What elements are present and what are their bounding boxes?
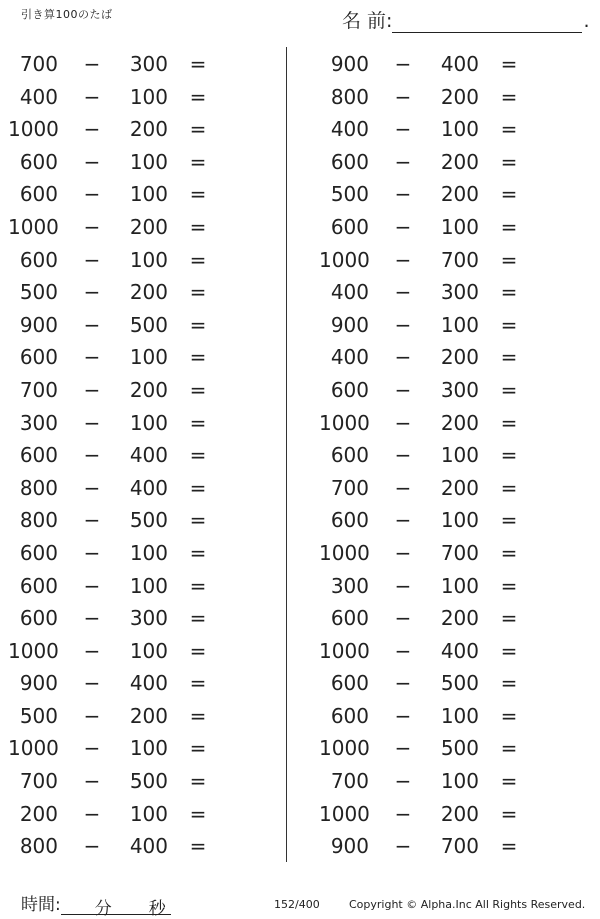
subtrahend: 100 — [129, 84, 168, 109]
subtrahend: 200 — [129, 117, 168, 142]
subtrahend: 500 — [129, 508, 168, 533]
minus-sign: − — [394, 247, 412, 272]
subtrahend: 200 — [440, 84, 479, 109]
minuend: 700 — [330, 475, 369, 500]
problem-row — [0, 472, 260, 505]
time-label: 時間: — [21, 895, 61, 915]
subtrahend: 100 — [129, 801, 168, 826]
minus-sign: − — [394, 573, 412, 598]
equals-sign: = — [189, 410, 207, 435]
minus-sign: − — [394, 736, 412, 761]
minus-sign: − — [394, 182, 412, 207]
minus-sign: − — [394, 149, 412, 174]
minuend: 300 — [330, 573, 369, 598]
minus-sign: − — [394, 312, 412, 337]
equals-sign: = — [500, 573, 518, 598]
subtrahend: 100 — [129, 410, 168, 435]
equals-sign: = — [189, 214, 207, 239]
subtrahend: 100 — [440, 508, 479, 533]
equals-sign: = — [189, 280, 207, 305]
minuend: 1000 — [8, 638, 59, 663]
equals-sign: = — [189, 736, 207, 761]
equals-sign: = — [500, 736, 518, 761]
minus-sign: − — [83, 573, 101, 598]
page-number: 152/400 — [274, 898, 320, 911]
subtrahend: 200 — [440, 149, 479, 174]
time-blank-line[interactable] — [61, 894, 171, 919]
minus-sign: − — [394, 345, 412, 370]
equals-sign: = — [189, 801, 207, 826]
minus-sign: − — [83, 606, 101, 631]
minuend: 400 — [330, 345, 369, 370]
subtrahend: 100 — [129, 573, 168, 598]
subtrahend: 100 — [129, 247, 168, 272]
minus-sign: − — [83, 377, 101, 402]
minus-sign: − — [394, 410, 412, 435]
minuend: 400 — [330, 117, 369, 142]
minuend: 1000 — [8, 736, 59, 761]
minuend: 700 — [19, 377, 58, 402]
equals-sign: = — [500, 703, 518, 728]
minuend: 600 — [19, 606, 58, 631]
problem-row — [0, 602, 260, 635]
column-divider — [286, 47, 287, 862]
minuend: 600 — [330, 149, 369, 174]
equals-sign: = — [500, 475, 518, 500]
subtrahend: 100 — [440, 214, 479, 239]
minuend: 600 — [330, 671, 369, 696]
minuend: 800 — [19, 834, 58, 859]
problem-row — [0, 537, 260, 570]
subtrahend: 500 — [440, 736, 479, 761]
minus-sign: − — [83, 312, 101, 337]
minuend: 900 — [330, 52, 369, 76]
subtrahend: 500 — [129, 769, 168, 794]
equals-sign: = — [189, 52, 207, 76]
minuend: 600 — [19, 345, 58, 370]
problem-row — [311, 732, 571, 765]
problem-row — [311, 765, 571, 798]
minuend: 1000 — [319, 736, 370, 761]
minus-sign: − — [83, 801, 101, 826]
problem-row — [311, 700, 571, 733]
subtrahend: 100 — [440, 769, 479, 794]
problem-row — [0, 700, 260, 733]
problem-row — [0, 309, 260, 342]
minus-sign: − — [394, 834, 412, 859]
equals-sign: = — [500, 540, 518, 565]
minus-sign: − — [83, 540, 101, 565]
problem-row — [0, 407, 260, 440]
subtrahend: 300 — [440, 377, 479, 402]
minus-sign: − — [394, 703, 412, 728]
minus-sign: − — [83, 117, 101, 142]
name-label: 名 前: — [342, 10, 393, 32]
problem-row — [0, 765, 260, 798]
subtrahend: 200 — [440, 410, 479, 435]
problem-row — [0, 81, 260, 114]
equals-sign: = — [500, 801, 518, 826]
problem-row — [0, 504, 260, 537]
minus-sign: − — [394, 769, 412, 794]
subtrahend: 700 — [440, 540, 479, 565]
equals-sign: = — [189, 508, 207, 533]
minuend: 500 — [19, 280, 58, 305]
subtrahend: 500 — [129, 312, 168, 337]
minuend: 1000 — [319, 638, 370, 663]
equals-sign: = — [500, 606, 518, 631]
problem-row — [311, 570, 571, 603]
problem-row — [311, 667, 571, 700]
problem-row — [311, 635, 571, 668]
problem-row — [0, 146, 260, 179]
problem-row — [0, 798, 260, 831]
equals-sign: = — [189, 834, 207, 859]
equals-sign: = — [500, 638, 518, 663]
minuend: 800 — [19, 475, 58, 500]
equals-sign: = — [500, 214, 518, 239]
subtrahend: 200 — [129, 377, 168, 402]
minuend: 1000 — [8, 214, 59, 239]
minuend: 1000 — [319, 540, 370, 565]
minuend: 600 — [19, 540, 58, 565]
minus-sign: − — [83, 52, 101, 76]
equals-sign: = — [500, 280, 518, 305]
subtrahend: 400 — [129, 475, 168, 500]
problem-row — [0, 178, 260, 211]
problem-row — [0, 341, 260, 374]
equals-sign: = — [500, 671, 518, 696]
problem-row — [0, 276, 260, 309]
equals-sign: = — [189, 606, 207, 631]
subtrahend: 400 — [129, 671, 168, 696]
problem-row — [311, 798, 571, 831]
subtrahend: 200 — [129, 214, 168, 239]
equals-sign: = — [500, 52, 518, 76]
subtrahend: 100 — [129, 345, 168, 370]
problem-row — [311, 830, 571, 863]
equals-sign: = — [189, 182, 207, 207]
subtrahend: 300 — [129, 606, 168, 631]
minus-sign: − — [394, 117, 412, 142]
problem-row — [0, 244, 260, 277]
subtrahend: 200 — [440, 475, 479, 500]
minus-sign: − — [83, 410, 101, 435]
subtrahend: 100 — [440, 443, 479, 468]
minuend: 400 — [330, 280, 369, 305]
minuend: 600 — [19, 182, 58, 207]
equals-sign: = — [189, 443, 207, 468]
minuend: 600 — [330, 508, 369, 533]
subtrahend: 100 — [440, 117, 479, 142]
minus-sign: − — [394, 443, 412, 468]
equals-sign: = — [189, 247, 207, 272]
equals-sign: = — [189, 573, 207, 598]
subtrahend: 100 — [440, 703, 479, 728]
minuend: 900 — [19, 312, 58, 337]
problem-row — [311, 309, 571, 342]
minuend: 300 — [19, 410, 58, 435]
name-end-dot: . — [583, 10, 590, 32]
equals-sign: = — [500, 117, 518, 142]
minuend: 600 — [19, 149, 58, 174]
equals-sign: = — [189, 312, 207, 337]
minuend: 1000 — [319, 410, 370, 435]
minus-sign: − — [394, 606, 412, 631]
problem-row — [311, 178, 571, 211]
minuend: 600 — [19, 573, 58, 598]
minus-sign: − — [83, 671, 101, 696]
equals-sign: = — [189, 377, 207, 402]
minuend: 600 — [330, 443, 369, 468]
problem-row — [311, 472, 571, 505]
minus-sign: − — [83, 769, 101, 794]
subtrahend: 100 — [440, 573, 479, 598]
equals-sign: = — [500, 84, 518, 109]
problem-row — [311, 407, 571, 440]
equals-sign: = — [189, 540, 207, 565]
subtrahend: 700 — [440, 247, 479, 272]
minuend: 700 — [330, 769, 369, 794]
subtrahend: 100 — [129, 540, 168, 565]
problem-row — [0, 830, 260, 863]
minus-sign: − — [394, 638, 412, 663]
minutes-label: 分 — [94, 899, 112, 919]
problem-row — [311, 244, 571, 277]
seconds-label: 秒 — [148, 899, 166, 919]
subtrahend: 500 — [440, 671, 479, 696]
problem-row — [311, 146, 571, 179]
equals-sign: = — [500, 508, 518, 533]
subtrahend: 200 — [129, 703, 168, 728]
problem-row — [0, 570, 260, 603]
left-problem-column — [0, 48, 260, 863]
minus-sign: − — [83, 638, 101, 663]
problem-row — [0, 374, 260, 407]
minuend: 1000 — [8, 117, 59, 142]
subtrahend: 300 — [440, 280, 479, 305]
subtrahend: 200 — [440, 345, 479, 370]
subtrahend: 700 — [440, 834, 479, 859]
problem-row — [0, 48, 260, 81]
equals-sign: = — [500, 834, 518, 859]
minuend: 900 — [330, 312, 369, 337]
minuend: 200 — [19, 801, 58, 826]
minuend: 700 — [19, 52, 58, 76]
subtrahend: 100 — [440, 312, 479, 337]
equals-sign: = — [189, 84, 207, 109]
right-problem-column — [311, 48, 571, 863]
equals-sign: = — [500, 410, 518, 435]
equals-sign: = — [500, 443, 518, 468]
minus-sign: − — [394, 280, 412, 305]
minus-sign: − — [394, 508, 412, 533]
equals-sign: = — [189, 638, 207, 663]
minuend: 900 — [330, 834, 369, 859]
worksheet-title: 引き算100のたば — [21, 8, 113, 21]
minus-sign: − — [83, 736, 101, 761]
minuend: 600 — [330, 606, 369, 631]
subtrahend: 300 — [129, 52, 168, 76]
minus-sign: − — [394, 475, 412, 500]
minus-sign: − — [394, 801, 412, 826]
equals-sign: = — [500, 769, 518, 794]
subtrahend: 100 — [129, 638, 168, 663]
problem-row — [0, 211, 260, 244]
subtrahend: 400 — [129, 834, 168, 859]
minus-sign: − — [83, 475, 101, 500]
equals-sign: = — [500, 149, 518, 174]
problem-row — [311, 113, 571, 146]
problem-row — [311, 439, 571, 472]
equals-sign: = — [189, 671, 207, 696]
problem-row — [311, 504, 571, 537]
minus-sign: − — [83, 182, 101, 207]
minuend: 500 — [19, 703, 58, 728]
minus-sign: − — [83, 280, 101, 305]
minus-sign: − — [83, 214, 101, 239]
minus-sign: − — [394, 52, 412, 76]
problem-row — [311, 81, 571, 114]
minuend: 600 — [330, 377, 369, 402]
minuend: 600 — [19, 247, 58, 272]
problem-row — [311, 341, 571, 374]
subtrahend: 400 — [129, 443, 168, 468]
equals-sign: = — [500, 247, 518, 272]
subtrahend: 100 — [129, 182, 168, 207]
minus-sign: − — [83, 247, 101, 272]
minus-sign: − — [83, 84, 101, 109]
minus-sign: − — [83, 149, 101, 174]
minuend: 1000 — [319, 247, 370, 272]
minuend: 600 — [330, 214, 369, 239]
minus-sign: − — [83, 508, 101, 533]
equals-sign: = — [189, 345, 207, 370]
equals-sign: = — [500, 312, 518, 337]
copyright-notice: Copyright © Alpha.Inc All Rights Reserved. — [349, 898, 586, 911]
problem-row — [311, 276, 571, 309]
minus-sign: − — [394, 214, 412, 239]
problem-row — [0, 732, 260, 765]
problem-row — [0, 635, 260, 668]
minuend: 400 — [19, 84, 58, 109]
problem-row — [0, 439, 260, 472]
equals-sign: = — [189, 117, 207, 142]
equals-sign: = — [189, 769, 207, 794]
problem-row — [311, 537, 571, 570]
subtrahend: 200 — [129, 280, 168, 305]
equals-sign: = — [189, 149, 207, 174]
equals-sign: = — [189, 703, 207, 728]
equals-sign: = — [500, 182, 518, 207]
minuend: 800 — [330, 84, 369, 109]
minuend: 500 — [330, 182, 369, 207]
subtrahend: 400 — [440, 638, 479, 663]
minuend: 800 — [19, 508, 58, 533]
minus-sign: − — [394, 540, 412, 565]
name-blank-line[interactable] — [392, 13, 582, 33]
minuend: 1000 — [319, 801, 370, 826]
minus-sign: − — [394, 671, 412, 696]
minus-sign: − — [394, 377, 412, 402]
minus-sign: − — [83, 443, 101, 468]
minuend: 900 — [19, 671, 58, 696]
problem-row — [311, 48, 571, 81]
subtrahend: 100 — [129, 736, 168, 761]
problem-row — [0, 113, 260, 146]
minuend: 600 — [19, 443, 58, 468]
minus-sign: − — [83, 834, 101, 859]
problem-row — [311, 211, 571, 244]
name-field — [342, 6, 590, 33]
problem-row — [311, 374, 571, 407]
subtrahend: 200 — [440, 801, 479, 826]
subtrahend: 100 — [129, 149, 168, 174]
minuend: 700 — [19, 769, 58, 794]
subtrahend: 200 — [440, 182, 479, 207]
minuend: 600 — [330, 703, 369, 728]
minus-sign: − — [83, 345, 101, 370]
problem-row — [311, 602, 571, 635]
subtrahend: 200 — [440, 606, 479, 631]
minus-sign: − — [394, 84, 412, 109]
equals-sign: = — [189, 475, 207, 500]
subtrahend: 400 — [440, 52, 479, 76]
equals-sign: = — [500, 377, 518, 402]
equals-sign: = — [500, 345, 518, 370]
problem-row — [0, 667, 260, 700]
time-field — [21, 890, 171, 919]
minus-sign: − — [83, 703, 101, 728]
